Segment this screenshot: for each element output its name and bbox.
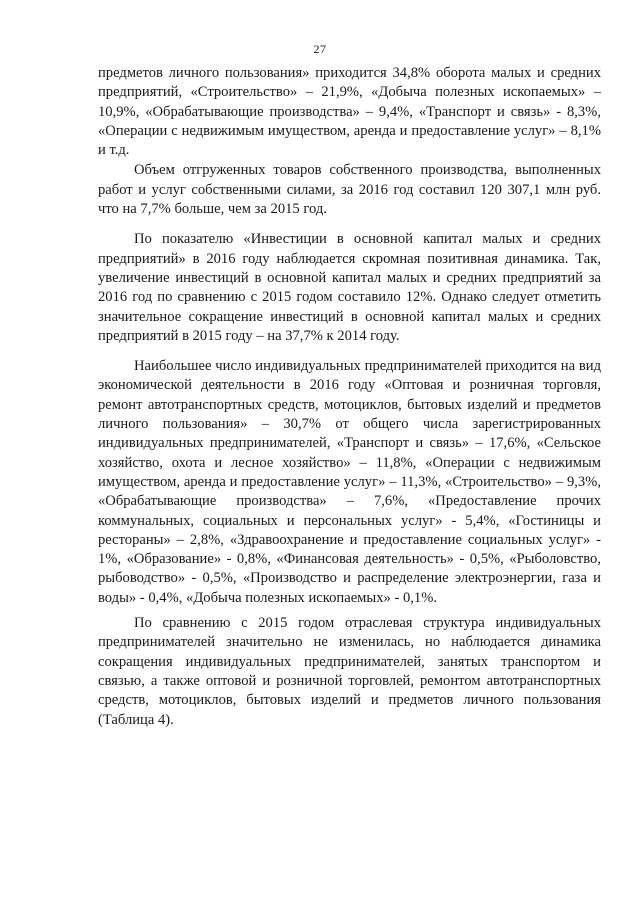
paragraph-investments: По показателю «Инвестиции в основной капитал малых и средних предприятий» в 2016 году наблюдается скромная позитивная динамика. Так, увеличение инвестиций в основной капитал малых и средних предприятий за 2016 год по сравнению с 2015 годом составило 12%. Однако следует отметить значительное сокращение инвестиций в основной капитал малых и средних предприятий в 2015 году – на 37,7% к 2014 году.	[98, 231, 601, 344]
paragraph-comparison-2015: По сравнению с 2015 годом отраслевая структура индивидуальных предпринимателей значительно не изменилась, но наблюдается динамика сокращения индивидуальных предпринимателей, занятых транспортом и связью, а также оптовой и розничной торговлей, ремонтом автотранспортных средств, мотоциклов, бытовых изделий и предметов личного пользования (Таблица 4).	[98, 615, 601, 728]
paragraph-continuation: предметов личного пользования» приходится 34,8% оборота малых и средних предприятий, «Строительство» – 21,9%, «Добыча полезных ископаемых» – 10,9%, «Обрабатывающие производства» – 9,4%, «Транспорт и связь» - 8,3%, «Операции с недвижимым имуществом, аренда и предоставление услуг» – 8,1% и т.д.	[98, 65, 601, 159]
paragraph-entrepreneurs-structure: Наибольшее число индивидуальных предпринимателей приходится на вид экономической деятельности в 2016 году «Оптовая и розничная торговля, ремонт автотранспортных средств, мотоциклов, бытовых изделий и предметов личного пользования» – 30,7% от общего числа зарегистрированных индивидуальных предпринимателей, «Транспорт и связь» – 17,6%, «Сельское хозяйство, охота и лесное хозяйство» – 11,8%, «Операции с недвижимым имуществом, аренда и предоставление услуг» – 11,3%, «Строительство» – 9,3%, «Обрабатывающие производства» – 7,6%, «Предоставление прочих коммунальных, социальных и персональных услуг» - 5,4%, «Гостиницы и рестораны» – 2,8%, «Здравоохранение и предоставление социальных услуг» - 1%, «Образование» - 0,8%, «Финансовая деятельность» - 0,5%, «Рыболовство, рыбоводство» - 0,5%, «Производство и распределение электроэнергии, газа и воды» - 0,4%, «Добыча полезных ископаемых» - 0,1%.	[98, 358, 601, 606]
paragraph-shipped-goods: Объем отгруженных товаров собственного производства, выполненных работ и услуг собственными силами, за 2016 год составил 120 307,1 млн руб. что на 7,7% больше, чем за 2015 год.	[98, 162, 601, 218]
page-number: 27	[313, 42, 327, 56]
body-text	[98, 64, 601, 730]
